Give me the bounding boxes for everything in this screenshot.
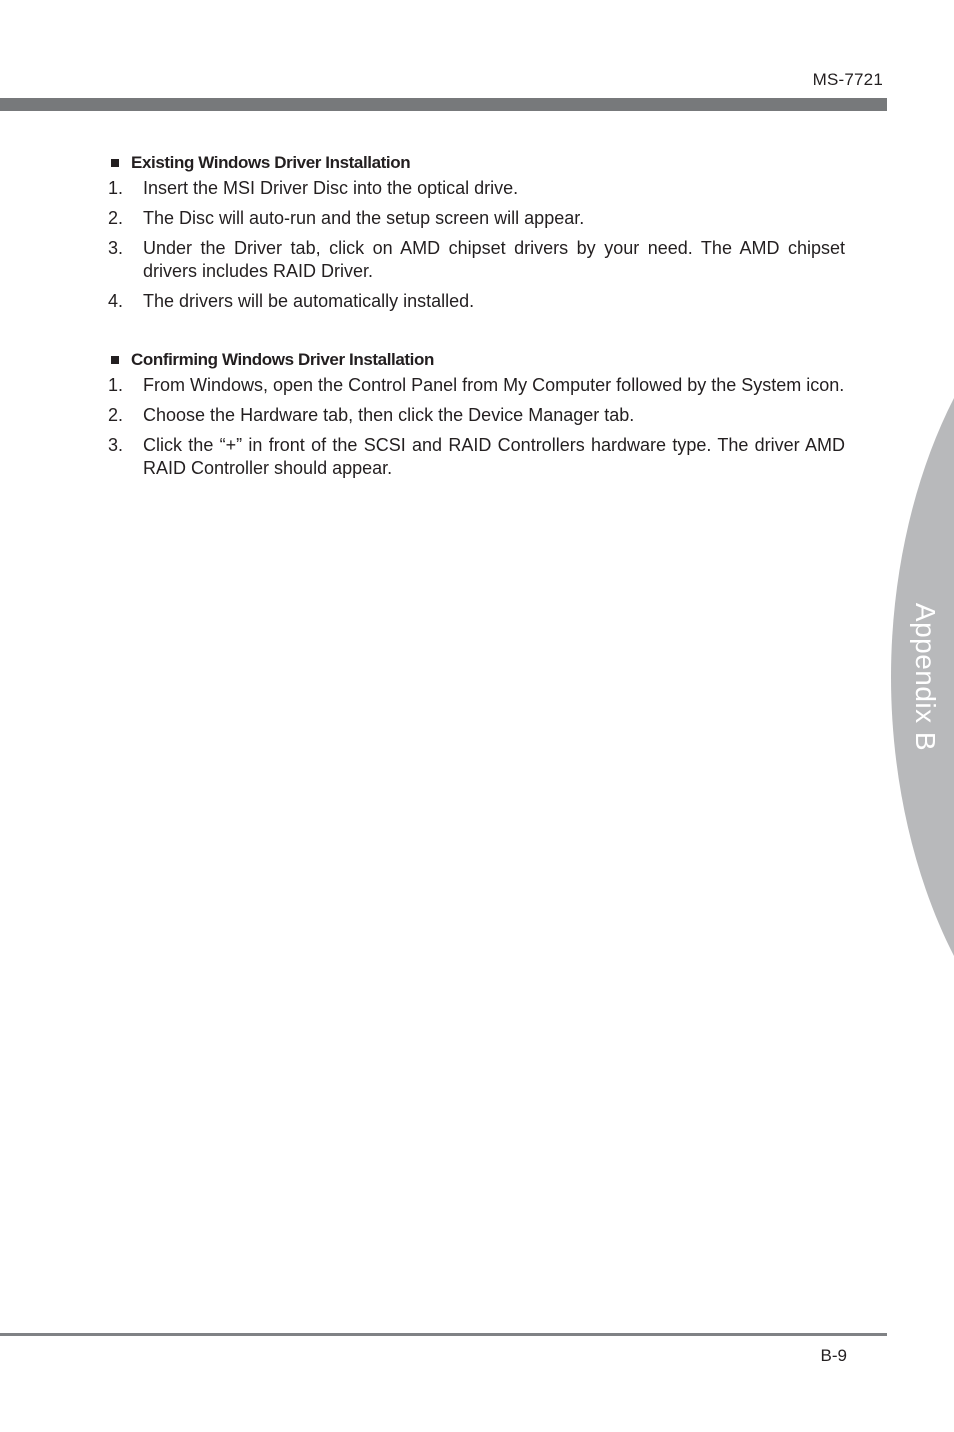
list-item [108,290,845,313]
step-number: 4. [108,291,124,311]
list-item [108,404,845,427]
step-list [108,177,845,313]
step-text: The drivers will be automatically installed. [143,291,475,311]
header-bar [0,98,887,111]
appendix-side-tab [891,398,954,956]
step-number: 1. [108,178,124,198]
footer-rule [0,1333,887,1336]
step-number: 3. [108,435,124,455]
step-text: From Windows, open the Control Panel from My Computer followed by the System icon. [143,375,845,395]
step-text: The Disc will auto-run and the setup screen will appear. [143,208,585,228]
step-text: Choose the Hardware tab, then click the Device Manager tab. [143,405,635,425]
square-bullet-icon [111,356,119,364]
side-tab-label: Appendix B [910,602,941,752]
step-number: 2. [108,405,124,425]
list-item [108,434,845,480]
step-text: Click the “+” in front of the SCSI and RAID Controllers hardware type. The driver AMD RAID Controller should appear. [143,435,845,478]
step-text: Insert the MSI Driver Disc into the optical drive. [143,178,519,198]
list-item [108,374,845,397]
step-number: 3. [108,238,124,258]
step-number: 1. [108,375,124,395]
section-heading-text: Existing Windows Driver Installation [131,153,411,172]
document-body [108,150,845,514]
section-existing-driver-installation [108,150,845,313]
step-text: Under the Driver tab, click on AMD chipset drivers by your need. The AMD chipset drivers includes RAID Driver. [143,238,845,281]
model-number: MS-7721 [812,70,883,89]
step-list [108,374,845,480]
step-number: 2. [108,208,124,228]
list-item [108,237,845,283]
section-confirming-driver-installation [108,347,845,480]
square-bullet-icon [111,159,119,167]
list-item [108,177,845,200]
list-item [108,207,845,230]
section-heading [108,150,845,176]
section-heading [108,347,845,373]
section-heading-text: Confirming Windows Driver Installation [131,350,434,369]
page-number: B-9 [820,1346,847,1365]
